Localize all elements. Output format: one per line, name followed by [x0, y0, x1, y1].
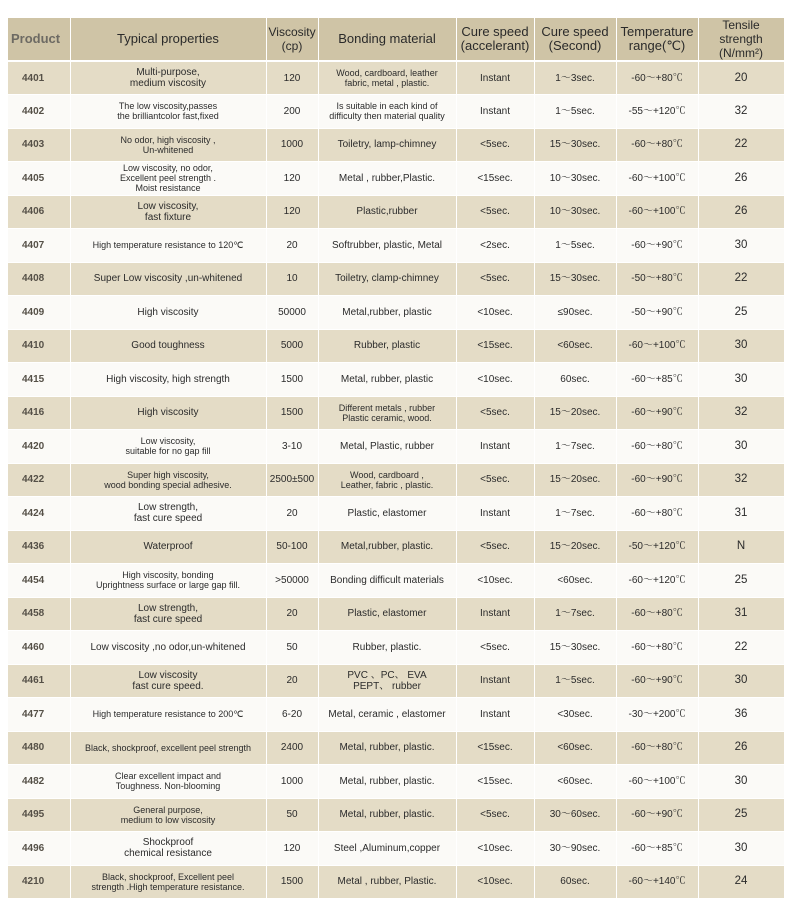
- bonding-material: Rubber, plastic: [318, 329, 456, 363]
- header-bonding: Bonding material: [318, 18, 456, 61]
- temperature-range: -60～+100℃: [616, 195, 698, 229]
- temperature-range: -50～+120℃: [616, 530, 698, 564]
- header-viscosity: Viscosity (cp): [266, 18, 318, 61]
- cure-speed-accelerant: <5sec.: [456, 128, 534, 162]
- tensile-strength: N: [698, 530, 784, 564]
- product-code: 4406: [8, 195, 70, 229]
- bonding-material: Steel ,Aluminum,copper: [318, 832, 456, 866]
- product-code: 4403: [8, 128, 70, 162]
- tensile-strength: 22: [698, 262, 784, 296]
- cure-speed-second: <60sec.: [534, 329, 616, 363]
- product-code: 4436: [8, 530, 70, 564]
- viscosity-value: 1500: [266, 865, 318, 899]
- typical-properties: General purpose, medium to low viscosity: [70, 798, 266, 832]
- tensile-strength: 25: [698, 296, 784, 330]
- viscosity-value: 10: [266, 262, 318, 296]
- header-tensile: Tensile strength (N/mm²): [698, 18, 784, 61]
- product-sheet: [8, 18, 784, 893]
- viscosity-value: 5000: [266, 329, 318, 363]
- cure-speed-second: <60sec.: [534, 765, 616, 799]
- cure-speed-second: 15～30sec.: [534, 128, 616, 162]
- cure-speed-second: 15～30sec.: [534, 631, 616, 665]
- cure-speed-second: 1～5sec.: [534, 95, 616, 129]
- product-code: 4409: [8, 296, 70, 330]
- table-row: [8, 430, 784, 464]
- bonding-material: Metal, rubber, plastic: [318, 363, 456, 397]
- cure-speed-accelerant: <5sec.: [456, 195, 534, 229]
- temperature-range: -60～+90℃: [616, 396, 698, 430]
- cure-speed-accelerant: Instant: [456, 430, 534, 464]
- typical-properties: Low viscosity fast cure speed.: [70, 664, 266, 698]
- cure-speed-accelerant: Instant: [456, 95, 534, 129]
- product-code: 4461: [8, 664, 70, 698]
- typical-properties: Low viscosity, no odor, Excellent peel strength . Moist resistance: [70, 162, 266, 196]
- product-code: 4480: [8, 731, 70, 765]
- cure-speed-second: 15～20sec.: [534, 396, 616, 430]
- viscosity-value: 120: [266, 832, 318, 866]
- table-row: [8, 731, 784, 765]
- table-row: [8, 664, 784, 698]
- tensile-strength: 32: [698, 95, 784, 129]
- bonding-material: Metal, rubber, plastic.: [318, 731, 456, 765]
- viscosity-value: 20: [266, 229, 318, 263]
- cure-speed-second: 1～5sec.: [534, 229, 616, 263]
- viscosity-value: 1500: [266, 363, 318, 397]
- tensile-strength: 26: [698, 195, 784, 229]
- cure-speed-second: 15～30sec.: [534, 262, 616, 296]
- table-row: [8, 765, 784, 799]
- viscosity-value: 2500±500: [266, 463, 318, 497]
- table-row: [8, 329, 784, 363]
- table-row: [8, 798, 784, 832]
- temperature-range: -60～+100℃: [616, 329, 698, 363]
- table-row: [8, 463, 784, 497]
- bonding-material: Metal,rubber, plastic: [318, 296, 456, 330]
- temperature-range: -50～+90℃: [616, 296, 698, 330]
- viscosity-value: 50000: [266, 296, 318, 330]
- bonding-material: Metal , rubber, Plastic.: [318, 865, 456, 899]
- cure-speed-second: 10～30sec.: [534, 195, 616, 229]
- typical-properties: Low viscosity ,no odor,un-whitened: [70, 631, 266, 665]
- bonding-material: Plastic, elastomer: [318, 497, 456, 531]
- cure-speed-second: 15～20sec.: [534, 463, 616, 497]
- temperature-range: -60～+100℃: [616, 765, 698, 799]
- product-code: 4415: [8, 363, 70, 397]
- cure-speed-accelerant: <2sec.: [456, 229, 534, 263]
- product-code: 4454: [8, 564, 70, 598]
- tensile-strength: 30: [698, 430, 784, 464]
- cure-speed-accelerant: <15sec.: [456, 329, 534, 363]
- viscosity-value: 1000: [266, 128, 318, 162]
- tensile-strength: 30: [698, 765, 784, 799]
- tensile-strength: 20: [698, 61, 784, 95]
- bonding-material: Toiletry, clamp-chimney: [318, 262, 456, 296]
- viscosity-value: 20: [266, 497, 318, 531]
- cure-speed-second: 15～20sec.: [534, 530, 616, 564]
- tensile-strength: 26: [698, 162, 784, 196]
- cure-speed-second: 1～7sec.: [534, 430, 616, 464]
- viscosity-value: 6-20: [266, 698, 318, 732]
- product-code: 4416: [8, 396, 70, 430]
- table-row: [8, 530, 784, 564]
- bonding-material: Metal , rubber,Plastic.: [318, 162, 456, 196]
- temperature-range: -60～+80℃: [616, 497, 698, 531]
- tensile-strength: 36: [698, 698, 784, 732]
- table-row: [8, 396, 784, 430]
- table-row: [8, 698, 784, 732]
- viscosity-value: 50-100: [266, 530, 318, 564]
- header-product: Product: [8, 18, 70, 61]
- tensile-strength: 30: [698, 664, 784, 698]
- viscosity-value: 3-10: [266, 430, 318, 464]
- viscosity-value: 120: [266, 162, 318, 196]
- typical-properties: High viscosity, high strength: [70, 363, 266, 397]
- typical-properties: Super Low viscosity ,un-whitened: [70, 262, 266, 296]
- tensile-strength: 25: [698, 798, 784, 832]
- table-row: [8, 61, 784, 95]
- bonding-material: PVC 、PC、 EVA PEPT、 rubber: [318, 664, 456, 698]
- product-code: 4422: [8, 463, 70, 497]
- tensile-strength: 24: [698, 865, 784, 899]
- temperature-range: -55～+120℃: [616, 95, 698, 129]
- table-row: [8, 262, 784, 296]
- bonding-material: Metal, ceramic , elastomer: [318, 698, 456, 732]
- typical-properties: Low viscosity, suitable for no gap fill: [70, 430, 266, 464]
- tensile-strength: 30: [698, 363, 784, 397]
- typical-properties: Super high viscosity, wood bonding special adhesive.: [70, 463, 266, 497]
- product-code: 4496: [8, 832, 70, 866]
- table-row: [8, 363, 784, 397]
- cure-speed-accelerant: <10sec.: [456, 865, 534, 899]
- bonding-material: Metal, Plastic, rubber: [318, 430, 456, 464]
- cure-speed-second: ≤90sec.: [534, 296, 616, 330]
- tensile-strength: 22: [698, 631, 784, 665]
- cure-speed-accelerant: Instant: [456, 597, 534, 631]
- temperature-range: -60～+80℃: [616, 128, 698, 162]
- product-code: 4495: [8, 798, 70, 832]
- product-code: 4420: [8, 430, 70, 464]
- temperature-range: -60～+80℃: [616, 631, 698, 665]
- temperature-range: -60～+90℃: [616, 229, 698, 263]
- table-row: [8, 631, 784, 665]
- bonding-material: Different metals , rubber Plastic ceramic, wood.: [318, 396, 456, 430]
- bonding-material: Softrubber, plastic, Metal: [318, 229, 456, 263]
- cure-speed-second: 10～30sec.: [534, 162, 616, 196]
- viscosity-value: 120: [266, 61, 318, 95]
- cure-speed-second: 1～7sec.: [534, 497, 616, 531]
- product-code: 4401: [8, 61, 70, 95]
- viscosity-value: 200: [266, 95, 318, 129]
- typical-properties: The low viscosity,passes the brilliantcolor fast,fixed: [70, 95, 266, 129]
- tensile-strength: 26: [698, 731, 784, 765]
- cure-speed-second: <30sec.: [534, 698, 616, 732]
- table-row: [8, 597, 784, 631]
- product-code: 4402: [8, 95, 70, 129]
- bonding-material: Is suitable in each kind of difficulty then material quality: [318, 95, 456, 129]
- tensile-strength: 31: [698, 497, 784, 531]
- table-body: [8, 61, 784, 899]
- product-code: 4408: [8, 262, 70, 296]
- viscosity-value: 50: [266, 631, 318, 665]
- header-temperature: Temperature range(℃): [616, 18, 698, 61]
- tensile-strength: 30: [698, 832, 784, 866]
- temperature-range: -60～+80℃: [616, 731, 698, 765]
- cure-speed-second: 1～7sec.: [534, 597, 616, 631]
- cure-speed-second: <60sec.: [534, 564, 616, 598]
- cure-speed-accelerant: <10sec.: [456, 363, 534, 397]
- cure-speed-accelerant: <10sec.: [456, 564, 534, 598]
- typical-properties: Shockproof chemical resistance: [70, 832, 266, 866]
- tensile-strength: 32: [698, 463, 784, 497]
- header-cure-second: Cure speed (Second): [534, 18, 616, 61]
- cure-speed-accelerant: Instant: [456, 698, 534, 732]
- cure-speed-accelerant: Instant: [456, 61, 534, 95]
- cure-speed-accelerant: <5sec.: [456, 798, 534, 832]
- cure-speed-accelerant: <15sec.: [456, 765, 534, 799]
- table-row: [8, 229, 784, 263]
- product-code: 4405: [8, 162, 70, 196]
- temperature-range: -60～+90℃: [616, 664, 698, 698]
- tensile-strength: 31: [698, 597, 784, 631]
- table-row: [8, 95, 784, 129]
- tensile-strength: 32: [698, 396, 784, 430]
- temperature-range: -30～+200℃: [616, 698, 698, 732]
- cure-speed-accelerant: <10sec.: [456, 296, 534, 330]
- temperature-range: -60～+80℃: [616, 61, 698, 95]
- viscosity-value: 1000: [266, 765, 318, 799]
- viscosity-value: 1500: [266, 396, 318, 430]
- tensile-strength: 30: [698, 229, 784, 263]
- viscosity-value: 50: [266, 798, 318, 832]
- cure-speed-second: 60sec.: [534, 363, 616, 397]
- cure-speed-accelerant: <5sec.: [456, 463, 534, 497]
- bonding-material: Toiletry, lamp-chimney: [318, 128, 456, 162]
- table-row: [8, 296, 784, 330]
- viscosity-value: >50000: [266, 564, 318, 598]
- table-header: [8, 18, 784, 61]
- cure-speed-second: 1～5sec.: [534, 664, 616, 698]
- typical-properties: Low strength, fast cure speed: [70, 597, 266, 631]
- cure-speed-accelerant: <5sec.: [456, 631, 534, 665]
- typical-properties: High temperature resistance to 200℃: [70, 698, 266, 732]
- typical-properties: Waterproof: [70, 530, 266, 564]
- cure-speed-second: <60sec.: [534, 731, 616, 765]
- bonding-material: Wood, cardboard , Leather, fabric , plastic.: [318, 463, 456, 497]
- tensile-strength: 25: [698, 564, 784, 598]
- cure-speed-accelerant: <5sec.: [456, 262, 534, 296]
- bonding-material: Metal,rubber, plastic.: [318, 530, 456, 564]
- temperature-range: -60～+80℃: [616, 430, 698, 464]
- viscosity-value: 120: [266, 195, 318, 229]
- typical-properties: Good toughness: [70, 329, 266, 363]
- table-row: [8, 162, 784, 196]
- table-row: [8, 564, 784, 598]
- cure-speed-second: 1～3sec.: [534, 61, 616, 95]
- cure-speed-accelerant: Instant: [456, 497, 534, 531]
- product-code: 4407: [8, 229, 70, 263]
- temperature-range: -60～+140℃: [616, 865, 698, 899]
- typical-properties: Black, shockproof, Excellent peel strength .High temperature resistance.: [70, 865, 266, 899]
- bonding-material: Metal, rubber, plastic.: [318, 765, 456, 799]
- bonding-material: Plastic,rubber: [318, 195, 456, 229]
- header-cure-accelerant: Cure speed (accelerant): [456, 18, 534, 61]
- typical-properties: Clear excellent impact and Toughness. Non-blooming: [70, 765, 266, 799]
- temperature-range: -60～+90℃: [616, 798, 698, 832]
- temperature-range: -50～+80℃: [616, 262, 698, 296]
- cure-speed-accelerant: <10sec.: [456, 832, 534, 866]
- typical-properties: High viscosity, bonding Uprightness surface or large gap fill.: [70, 564, 266, 598]
- typical-properties: No odor, high viscosity , Un-whitened: [70, 128, 266, 162]
- bonding-material: Plastic, elastomer: [318, 597, 456, 631]
- product-code: 4458: [8, 597, 70, 631]
- temperature-range: -60～+80℃: [616, 597, 698, 631]
- product-code: 4477: [8, 698, 70, 732]
- product-code: 4210: [8, 865, 70, 899]
- product-code: 4482: [8, 765, 70, 799]
- typical-properties: High viscosity: [70, 396, 266, 430]
- temperature-range: -60～+90℃: [616, 463, 698, 497]
- typical-properties: Multi-purpose, medium viscosity: [70, 61, 266, 95]
- cure-speed-accelerant: <15sec.: [456, 731, 534, 765]
- cure-speed-second: 60sec.: [534, 865, 616, 899]
- table-row: [8, 832, 784, 866]
- product-code: 4424: [8, 497, 70, 531]
- typical-properties: Low viscosity, fast fixture: [70, 195, 266, 229]
- product-code: 4460: [8, 631, 70, 665]
- cure-speed-accelerant: <5sec.: [456, 396, 534, 430]
- bonding-material: Rubber, plastic.: [318, 631, 456, 665]
- cure-speed-accelerant: Instant: [456, 664, 534, 698]
- viscosity-value: 20: [266, 664, 318, 698]
- cure-speed-accelerant: <15sec.: [456, 162, 534, 196]
- cure-speed-accelerant: <5sec.: [456, 530, 534, 564]
- product-code: 4410: [8, 329, 70, 363]
- typical-properties: Low strength, fast cure speed: [70, 497, 266, 531]
- table-row: [8, 497, 784, 531]
- temperature-range: -60～+100℃: [616, 162, 698, 196]
- table-row: [8, 128, 784, 162]
- table-row: [8, 195, 784, 229]
- cure-speed-second: 30～60sec.: [534, 798, 616, 832]
- bonding-material: Bonding difficult materials: [318, 564, 456, 598]
- viscosity-value: 2400: [266, 731, 318, 765]
- typical-properties: High temperature resistance to 120℃: [70, 229, 266, 263]
- header-properties: Typical properties: [70, 18, 266, 61]
- viscosity-value: 20: [266, 597, 318, 631]
- table-row: [8, 865, 784, 899]
- tensile-strength: 22: [698, 128, 784, 162]
- typical-properties: Black, shockproof, excellent peel strength: [70, 731, 266, 765]
- adhesive-spec-table: [8, 18, 785, 899]
- typical-properties: High viscosity: [70, 296, 266, 330]
- tensile-strength: 30: [698, 329, 784, 363]
- temperature-range: -60～+85℃: [616, 363, 698, 397]
- bonding-material: Metal, rubber, plastic.: [318, 798, 456, 832]
- temperature-range: -60～+120℃: [616, 564, 698, 598]
- bonding-material: Wood, cardboard, leather fabric, metal , plastic.: [318, 61, 456, 95]
- temperature-range: -60～+85℃: [616, 832, 698, 866]
- cure-speed-second: 30～90sec.: [534, 832, 616, 866]
